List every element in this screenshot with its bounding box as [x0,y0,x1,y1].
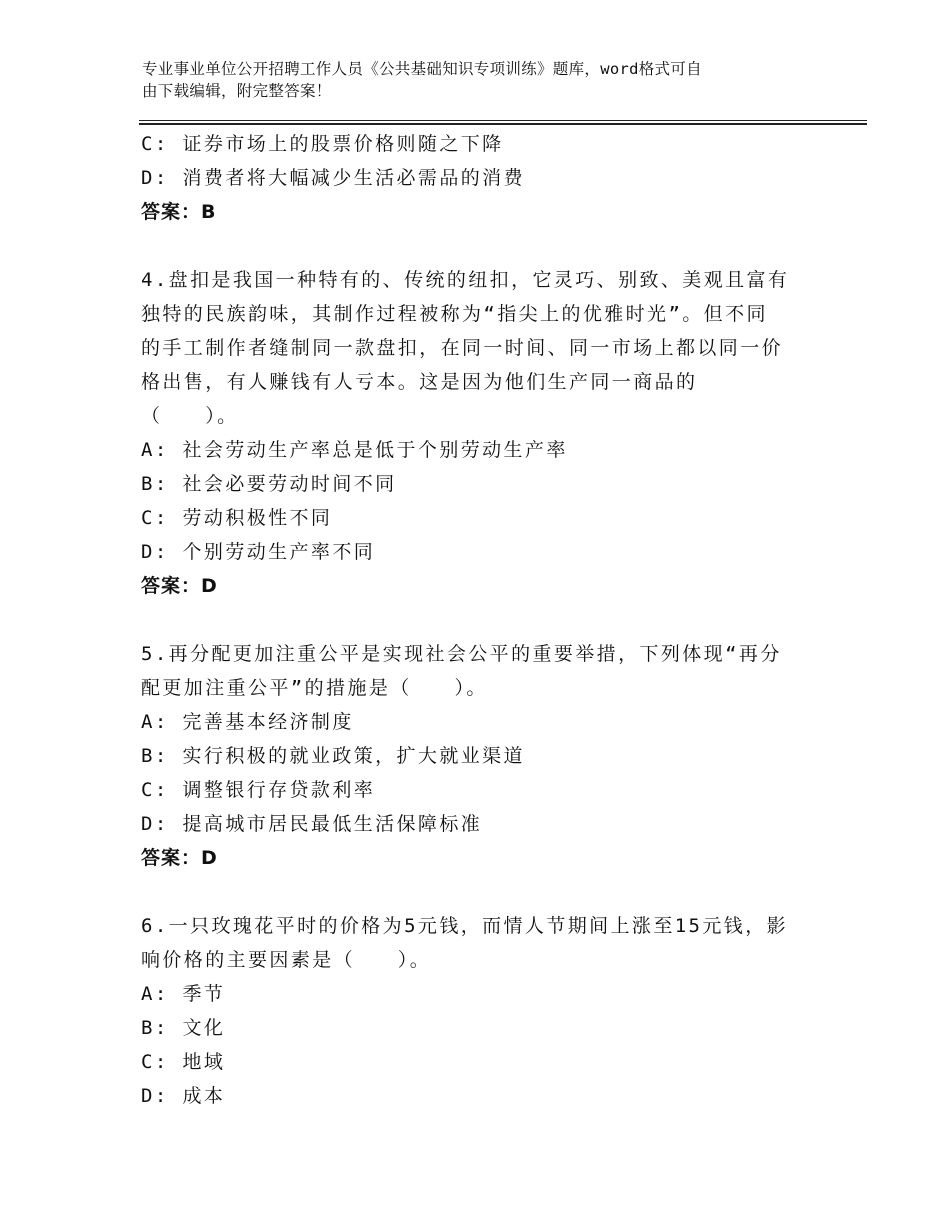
page-header [142,58,822,102]
header-divider-thick [139,123,867,125]
option-c: C: 地域 [141,1051,226,1073]
question-stem-line: 独特的民族韵味，其制作过程被称为“指尖上的优雅时光”。但不同 [141,303,768,325]
question-5 [141,637,821,875]
answer-line: 答案：D [141,575,218,597]
question-6 [141,909,821,1113]
option-d: D: 消费者将大幅减少生活必需品的消费 [141,167,525,189]
header-divider-thin [139,120,867,121]
option-d: D: 成本 [141,1085,226,1107]
option-b: B: 实行积极的就业政策，扩大就业渠道 [141,745,525,767]
answer-line: 答案：B [141,201,217,223]
option-b: B: 社会必要劳动时间不同 [141,473,397,495]
question-4 [141,263,821,603]
spacer [141,875,821,909]
header-title-line-2: 由下载编辑，附完整答案！ [142,82,332,100]
option-a: A: 社会劳动生产率总是低于个别劳动生产率 [141,439,568,461]
option-c: C: 证券市场上的股票价格则随之下降 [141,133,504,155]
header-divider [139,120,867,125]
spacer [141,603,821,637]
option-d: D: 提高城市居民最低生活保障标准 [141,813,483,835]
option-a: A: 完善基本经济制度 [141,711,354,733]
question-stem-line: （ ）。 [141,405,239,427]
question-stem-line: 5.再分配更加注重公平是实现社会公平的重要举措，下列体现“再分 [141,643,782,665]
option-b: B: 文化 [141,1017,226,1039]
question-stem-line: 格出售，有人赚钱有人亏本。这是因为他们生产同一商品的 [141,371,698,393]
option-c: C: 调整银行存贷款利率 [141,779,376,801]
option-d: D: 个别劳动生产率不同 [141,541,376,563]
question-stem-line: 配更加注重公平”的措施是（ ）。 [141,677,488,699]
question-stem-line: 6.一只玫瑰花平时的价格为5元钱，而情人节期间上涨至15元钱，影 [141,915,788,937]
option-c: C: 劳动积极性不同 [141,507,333,529]
document-body [141,127,821,1113]
spacer [141,229,821,263]
header-title-line-1: 专业事业单位公开招聘工作人员《公共基础知识专项训练》题库，word格式可自 [142,60,702,78]
question-stem-line: 的手工制作者缝制同一款盘扣，在同一时间、同一市场上都以同一价 [141,337,784,359]
question-stem-line: 响价格的主要因素是（ ）。 [141,949,432,971]
previous-question-tail [141,127,821,229]
question-stem-line: 4.盘扣是我国一种特有的、传统的纽扣，它灵巧、别致、美观且富有 [141,269,790,291]
answer-line: 答案：D [141,847,218,869]
option-a: A: 季节 [141,983,226,1005]
